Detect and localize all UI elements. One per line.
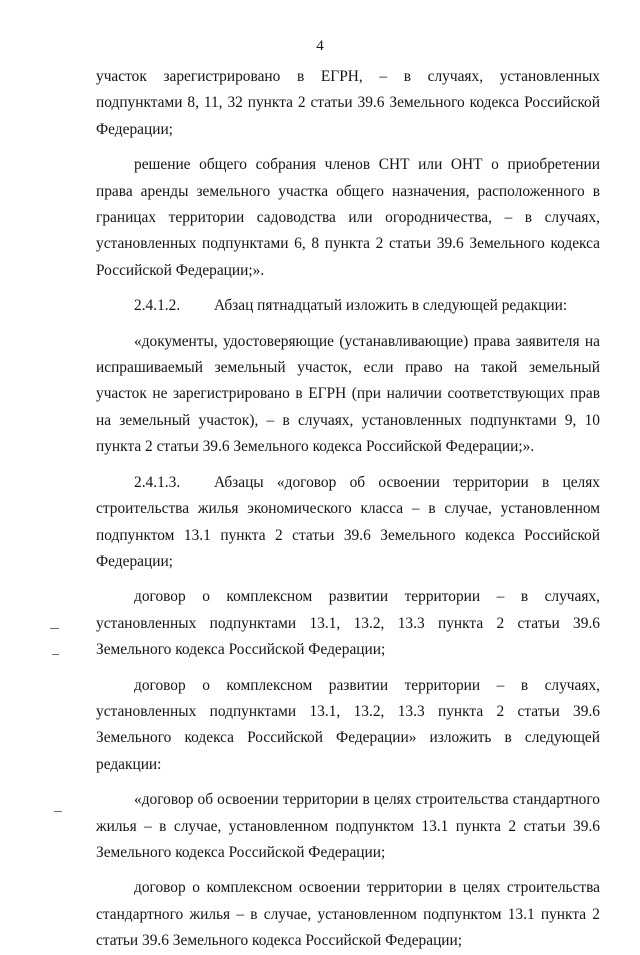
page-number: 4 <box>316 38 324 54</box>
paragraph-complex-development-2: договор о комплексном развитии территории – в случаях, установленных подпунктами 13.1, 13.2, 13.3 пункта 2 статьи 39.6 Земельного кодекса Российской Федерации» изложить в следующей редакции: <box>96 676 600 773</box>
paragraph-2-4-1-2 <box>96 293 600 319</box>
document-body <box>96 64 600 955</box>
clause-number: 2.4.1.2. <box>134 297 181 315</box>
scan-mark <box>52 654 59 655</box>
clause-number: 2.4.1.3. <box>134 473 181 491</box>
paragraph-complex-development-1: договор о комплексном развитии территории – в случаях, установленных подпунктами 13.1, 13.2, 13.3 пункта 2 статьи 39.6 Земельного кодекса Российской Федерации; <box>96 588 600 659</box>
scan-mark <box>54 811 62 812</box>
paragraph-snt-decision: решение общего собрания членов СНТ или ОНТ о приобретении права аренды земельного участка общего назначения, расположенного в границах территории садоводства или огородничества, – в случаях, установленных подпунктами 6, 8 пункта 2 статьи 39.6 Земельного кодекса Российской Федерации;». <box>96 156 600 279</box>
paragraph-standard-housing: «договор об освоении территории в целях строительства стандартного жилья – в случае, установленном подпунктом 13.1 пункта 2 статьи 39.6 Земельного кодекса Российской Федерации; <box>96 791 600 861</box>
scan-mark <box>50 628 59 629</box>
clause-text: Абзац пятнадцатый изложить в следующей редакции: <box>214 297 568 315</box>
paragraph-continuation: участок зарегистрировано в ЕГРН, – в случаях, установленных подпунктами 8, 11, 32 пункта 2 статьи 39.6 Земельного кодекса Российской Федерации; <box>96 68 600 138</box>
paragraph-documents: «документы, удостоверяющие (устанавливающие) права заявителя на испрашиваемый земельный участок, если право на такой земельный участок не зарегистрировано в ЕГРН (при наличии соответствующих прав на земельный участок), – в случаях, установленных подпунктами 9, 10 пункта 2 статьи 39.6 Земельного кодекса Российской Федерации;». <box>96 332 600 456</box>
paragraph-2-4-1-3 <box>96 470 600 576</box>
clause-text: Абзацы «договор об освоении территории в целях строительства жилья экономического класса – в случае, установленном подпунктом 13.1 пункта 2 статьи 39.6 Земельного кодекса Российской Федерации; <box>96 473 600 570</box>
paragraph-complex-standard-housing: договор о комплексном освоении территории в целях строительства стандартного жилья – в случае, установленном подпунктом 13.1 пункта 2 статьи 39.6 Земельного кодекса Российской Федерации; <box>96 879 600 950</box>
